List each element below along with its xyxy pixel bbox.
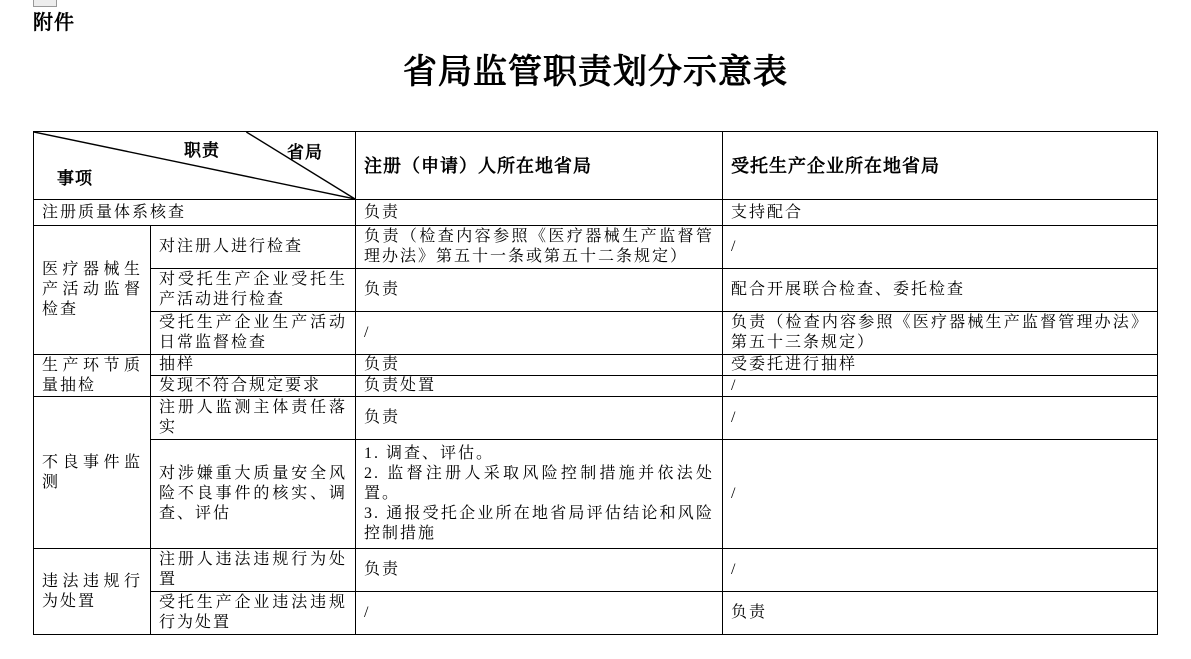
list-item: 2. 监督注册人采取风险控制措施并依法处置。: [364, 465, 714, 502]
group-cell: 医疗器械生产活动监督检查: [34, 226, 151, 355]
value-cell: 负责: [356, 397, 723, 440]
table-row: [34, 200, 1158, 226]
item-cell: 对涉嫌重大质量安全风险不良事件的核实、调查、评估: [151, 440, 356, 549]
group-cell: 生产环节质量抽检: [34, 355, 151, 397]
value-cell: 负责处置: [356, 376, 723, 397]
value-cell: /: [356, 592, 723, 635]
value-cell: /: [356, 312, 723, 355]
corner-item-label: 事项: [57, 169, 93, 188]
item-cell: 对注册人进行检查: [151, 226, 356, 269]
col-header-entrusted-bureau: 受托生产企业所在地省局: [723, 132, 1158, 200]
table-row: [34, 269, 1158, 312]
value-cell: 负责（检查内容参照《医疗器械生产监督管理办法》第五十一条或第五十二条规定）: [356, 226, 723, 269]
item-cell: 发现不符合规定要求: [151, 376, 356, 397]
item-cell: 注册人监测主体责任落实: [151, 397, 356, 440]
value-cell: 配合开展联合检查、委托检查: [723, 269, 1158, 312]
value-cell: 负责: [356, 200, 723, 226]
value-cell: 负责: [356, 269, 723, 312]
corner-bureau-label: 省局: [287, 143, 323, 162]
table-row: [34, 549, 1158, 592]
diagonal-header-cell: [34, 132, 356, 200]
table-row: [34, 355, 1158, 376]
table-row: [34, 440, 1158, 549]
table-row: [34, 312, 1158, 355]
table-row: [34, 376, 1158, 397]
value-cell-numbered-list: [356, 440, 723, 549]
value-cell: /: [723, 549, 1158, 592]
item-cell: 抽样: [151, 355, 356, 376]
table-row: [34, 592, 1158, 635]
value-cell: /: [723, 440, 1158, 549]
responsibility-division-table: [33, 131, 1158, 635]
value-cell: 负责: [723, 592, 1158, 635]
value-cell: /: [723, 226, 1158, 269]
value-cell: /: [723, 397, 1158, 440]
item-cell: 注册质量体系核查: [34, 200, 356, 226]
value-cell: 支持配合: [723, 200, 1158, 226]
corner-duty-label: 职责: [184, 141, 220, 160]
value-cell: /: [723, 376, 1158, 397]
item-cell: 对受托生产企业受托生产活动进行检查: [151, 269, 356, 312]
group-cell: 不良事件监测: [34, 397, 151, 549]
table-container: [33, 131, 1158, 635]
page-title: 省局监管职责划分示意表: [403, 53, 788, 91]
table-row: [34, 226, 1158, 269]
item-cell: 受托生产企业生产活动日常监督检查: [151, 312, 356, 355]
value-cell: 负责: [356, 549, 723, 592]
item-cell: 注册人违法违规行为处置: [151, 549, 356, 592]
col-header-registrant-bureau: 注册（申请）人所在地省局: [356, 132, 723, 200]
attachment-label: 附件: [33, 12, 75, 34]
table-row: [34, 397, 1158, 440]
list-item: 3. 通报受托企业所在地省局评估结论和风险控制措施: [364, 505, 714, 542]
item-cell: 受托生产企业违法违规行为处置: [151, 592, 356, 635]
value-cell: 负责: [356, 355, 723, 376]
list-item: 1. 调查、评估。: [364, 445, 495, 462]
table-header-row: [34, 132, 1158, 200]
group-cell: 违法违规行为处置: [34, 549, 151, 635]
value-cell: 受委托进行抽样: [723, 355, 1158, 376]
value-cell: 负责（检查内容参照《医疗器械生产监督管理办法》第五十三条规定）: [723, 312, 1158, 355]
